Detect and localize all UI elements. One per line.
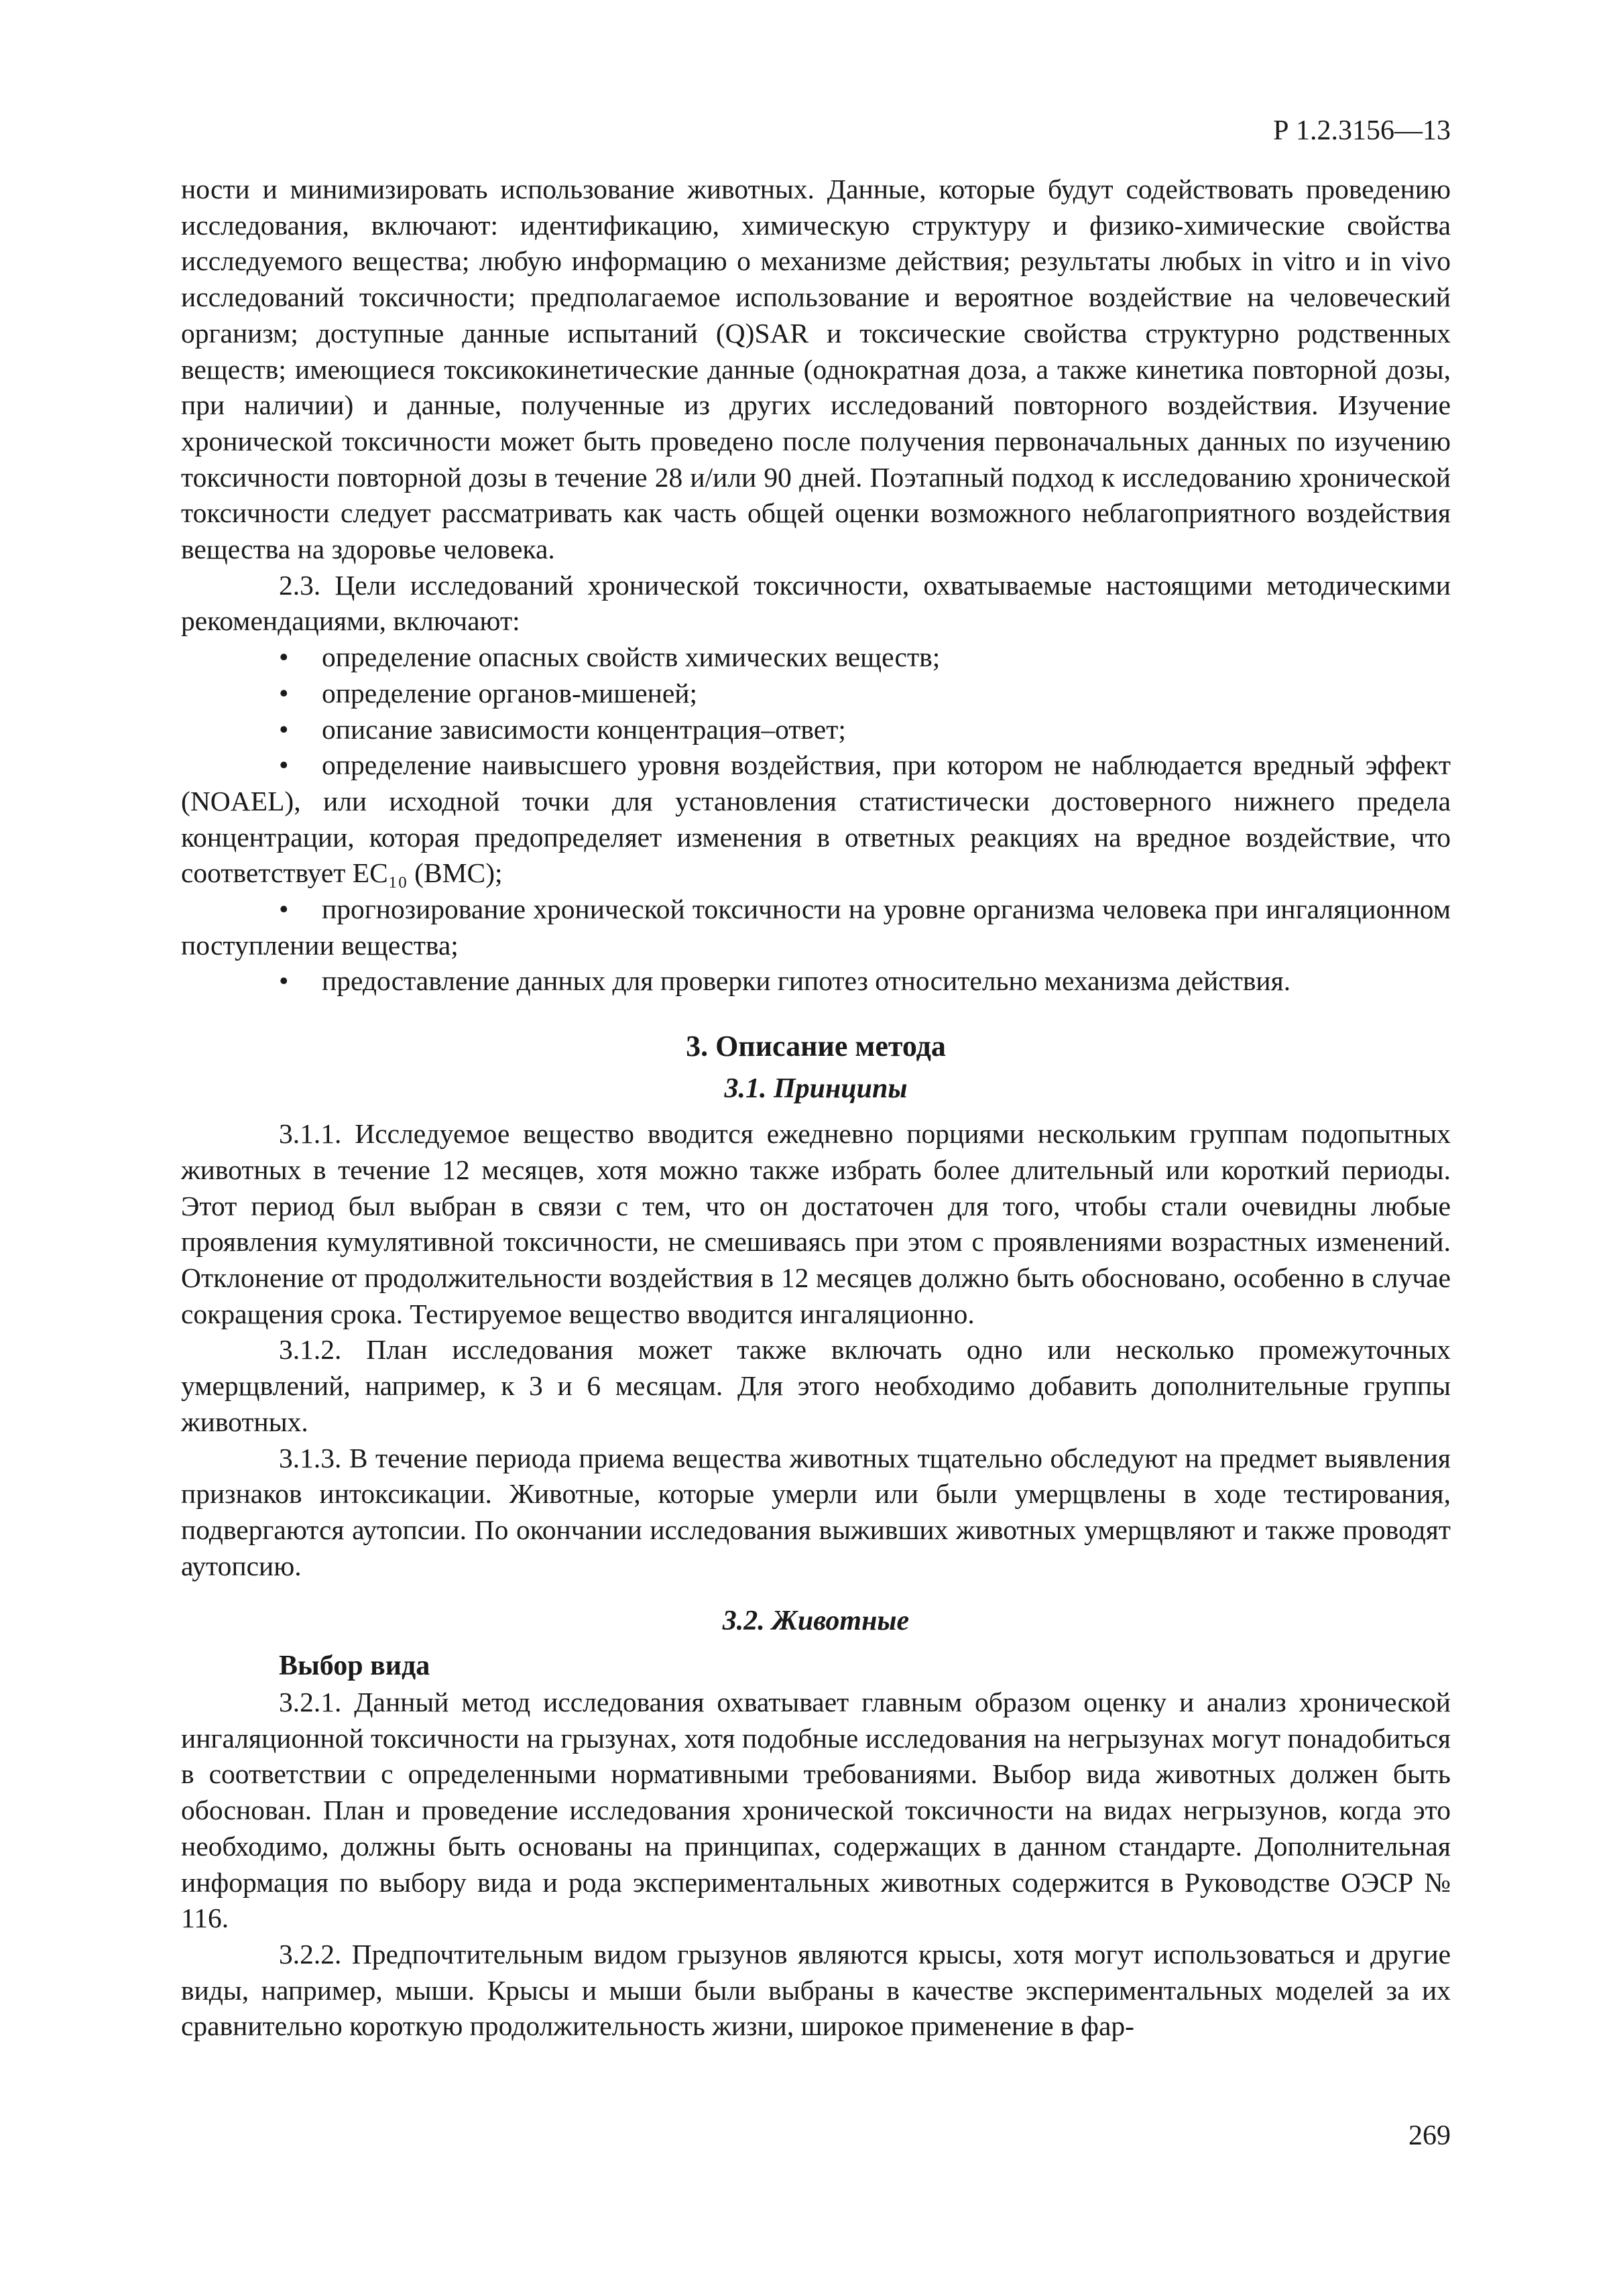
intro-paragraph-2-3: 2.3. Цели исследований хронической токсичности, охватываемые настоящими методическими рекомендациями, включают:	[181, 569, 1451, 637]
paragraph-3-2-1: 3.2.1. Данный метод исследования охватывает главным образом оценку и анализ хронической ингаляционной токсичности на грызунах, хотя подобные исследования на негрызунах могут понадобиться в соответствии с определенными нормативными требованиями. Выбор вида животных должен быть обоснован. План и проведение исследования хронической токсичности на видах негрызунов, когда это необходимо, должны быть основаны на принципах, содержащих в данном стандарте. Дополнительная информация по выбору вида и рода экспериментальных животных содержится в Руководстве ОЭСР № 116.	[181, 1687, 1451, 1934]
list-item: • определение опасных свойств химических веществ;	[181, 640, 1451, 676]
list-item	[181, 892, 1451, 963]
list-item	[181, 747, 1451, 892]
paragraph-3-1-3: 3.1.3. В течение периода приема вещества животных тщательно обследуют на предмет выявления признаков интоксикации. Животные, которые умерли или были умерщвлены в ходе тестирования, подвергаются аутопсии. По окончании исследования выживших животных умерщвляют и также проводят аутопсию.	[181, 1442, 1451, 1581]
list-item: • предоставление данных для проверки гипотез относительно механизма действия.	[181, 963, 1451, 1000]
list-item-text: определение наивысшего уровня воздействия, при котором не наблюдается вредный эффект (NOAEL), или исходной точки для установления статистически достоверного нижнего предела концентрации, которая предопределяет изменения в ответных реакциях на вредное воздействие, что соответствует EC₁₀ (BMC);	[181, 749, 1451, 889]
subsection-title-principles: 3.1. Принципы	[724, 1073, 908, 1105]
paragraph-3-1-2: 3.1.2. План исследования может также включать одно или несколько промежуточных умерщвлений, например, к 3 и 6 месяцам. Для этого необходимо добавить дополнительные группы животных.	[181, 1334, 1451, 1437]
objectives-list	[181, 640, 1451, 1000]
page-content	[181, 172, 1451, 2045]
species-heading: Выбор вида	[279, 1650, 430, 1682]
document-code: Р 1.2.3156—13	[1273, 115, 1451, 146]
list-item: • определение органов-мишеней;	[181, 676, 1451, 712]
paragraph-3-2-2: 3.2.2. Предпочтительным видом грызунов являются крысы, хотя могут использоваться и другие виды, например, мыши. Крысы и мыши были выбраны в качестве экспериментальных моделей за их сравнительно короткую продолжительность жизни, широкое применение в фар-	[181, 1938, 1451, 2042]
section-title: 3. Описание метода	[686, 1030, 946, 1063]
subsection-title-animals: 3.2. Животные	[722, 1606, 910, 1637]
paragraph-3-1-1: 3.1.1. Исследуемое вещество вводится ежедневно порциями нескольким группам подопытных животных в течение 12 месяцев, хотя можно также избрать более длительный или короткий периоды. Этот период был выбран в связи с тем, что он достаточен для того, чтобы стали очевидны любые проявления кумулятивной токсичности, не смешиваясь при этом с проявлениями возрастных изменений. Отклонение от продолжительности воздействия в 12 месяцев должно быть обосновано, особенно в случае сокращения срока. Тестируемое вещество вводится ингаляционно.	[181, 1118, 1451, 1329]
list-item: • описание зависимости концентрация–ответ;	[181, 712, 1451, 748]
intro-paragraph-1: ности и минимизировать использование животных. Данные, которые будут содействовать проведению исследования, включают: идентификацию, химическую структуру и физико-химические свойства исследуемого вещества; любую информацию о механизме действия; результаты любых in vitro и in vivo исследований токсичности; предполагаемое использование и вероятное воздействие на человеческий организм; доступные данные испытаний (Q)SAR и токсические свойства структурно родственных веществ; имеющиеся токсикокинетические данные (однократная доза, а также кинетика повторной дозы, при наличии) и данные, полученные из других исследований повторного воздействия. Изучение хронической токсичности может быть проведено после получения первоначальных данных по изучению токсичности повторной дозы в течение 28 и/или 90 дней. Поэтапный подход к исследованию хронической токсичности следует рассматривать как часть общей оценки возможного неблагоприятного воздействия вещества на здоровье человека.	[181, 174, 1451, 565]
list-item-text: прогнозирование хронической токсичности на уровне организма человека при ингаляционном поступлении вещества;	[181, 894, 1451, 961]
page-number: 269	[1408, 2120, 1451, 2151]
